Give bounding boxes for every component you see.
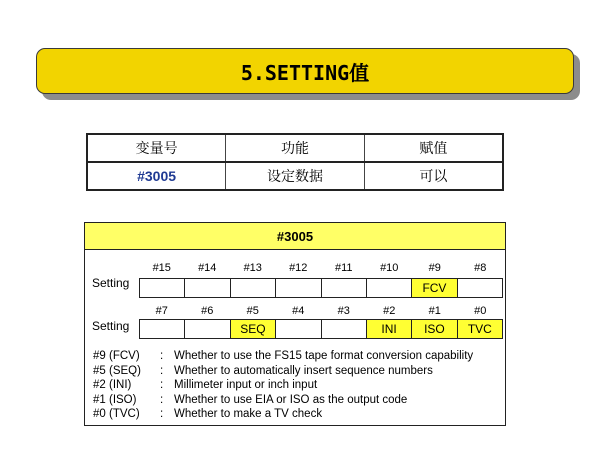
- bit-label: #4: [292, 305, 305, 317]
- description-text: Millimeter input or inch input: [174, 379, 318, 391]
- page-title: 5.SETTING值: [240, 60, 370, 85]
- variable-assignable: 可以: [364, 162, 503, 190]
- bit-labels-row1: [139, 262, 503, 274]
- bit-cell-iso: ISO: [412, 320, 457, 338]
- bit-cell: [140, 279, 185, 297]
- bit-cell: [276, 320, 321, 338]
- description-text: Whether to use EIA or ISO as the output code: [174, 393, 408, 406]
- bit-label: #7: [155, 305, 168, 317]
- variable-number: #3005: [87, 162, 226, 190]
- bit-label: #9: [428, 262, 441, 274]
- bit-cell-seq: SEQ: [231, 320, 276, 338]
- bit-cell: [322, 320, 367, 338]
- header-function: 功能: [226, 134, 365, 162]
- detail-header: #3005: [85, 223, 505, 250]
- bit-label: #11: [334, 262, 353, 274]
- bit-cell: [367, 279, 412, 297]
- description-code: #9 (FCV): [93, 350, 140, 362]
- bit-label: #1: [428, 305, 441, 317]
- bit-cell-fcv: FCV: [412, 279, 457, 297]
- summary-header-row: [87, 134, 503, 162]
- description-code: #0 (TVC): [93, 408, 140, 420]
- bit-label: #14: [198, 262, 217, 274]
- bit-cell-tvc: TVC: [458, 320, 502, 338]
- bit-row-2: [139, 319, 503, 339]
- description-text: Whether to make a TV check: [174, 408, 323, 420]
- description-code: #1 (ISO): [93, 393, 137, 406]
- title-banner: [36, 48, 574, 94]
- bit-labels-row2: [139, 305, 503, 317]
- description-line: #1 (ISO) : Whether to use EIA or ISO as the output code: [93, 393, 408, 406]
- bit-cell: [322, 279, 367, 297]
- description-line: #0 (TVC) : Whether to make a TV check: [93, 408, 323, 420]
- description-text: Whether to use the FS15 tape format conversion capability: [174, 350, 474, 362]
- summary-table: [86, 133, 504, 191]
- bit-label: #2: [383, 305, 396, 317]
- setting-label-row1: Setting: [92, 276, 130, 290]
- bit-label: #5: [246, 305, 259, 317]
- header-variable: 变量号: [87, 134, 226, 162]
- description-code: #2 (INI): [93, 379, 132, 391]
- bit-cell: [185, 320, 230, 338]
- bit-cell: [140, 320, 185, 338]
- bit-label: #12: [289, 262, 308, 274]
- bit-label: #8: [474, 262, 487, 274]
- bit-label: #6: [201, 305, 214, 317]
- setting-label-row2: Setting: [92, 319, 130, 333]
- bit-cell: [185, 279, 230, 297]
- variable-function: 设定数据: [226, 162, 365, 190]
- description-code: #5 (SEQ): [93, 364, 141, 377]
- bit-row-1: [139, 278, 503, 298]
- bit-label: #3: [337, 305, 350, 317]
- bit-label: #10: [380, 262, 399, 274]
- bit-cell: [458, 279, 502, 297]
- bit-cell-ini: INI: [367, 320, 412, 338]
- bit-label: #13: [243, 262, 262, 274]
- bit-label: #15: [152, 262, 171, 274]
- bit-cell: [276, 279, 321, 297]
- bit-cell: [231, 279, 276, 297]
- description-text: Whether to automatically insert sequence numbers: [174, 364, 433, 377]
- description-line: #2 (INI) : Millimeter input or inch input: [93, 379, 318, 391]
- bit-detail-panel: [84, 222, 506, 426]
- description-line: #9 (FCV) : Whether to use the FS15 tape format conversion capability: [93, 350, 474, 362]
- description-line: #5 (SEQ) : Whether to automatically insert sequence numbers: [93, 364, 433, 377]
- summary-data-row: [87, 162, 503, 190]
- bit-descriptions: [93, 349, 473, 422]
- header-value: 赋值: [364, 134, 503, 162]
- bit-label: #0: [474, 305, 487, 317]
